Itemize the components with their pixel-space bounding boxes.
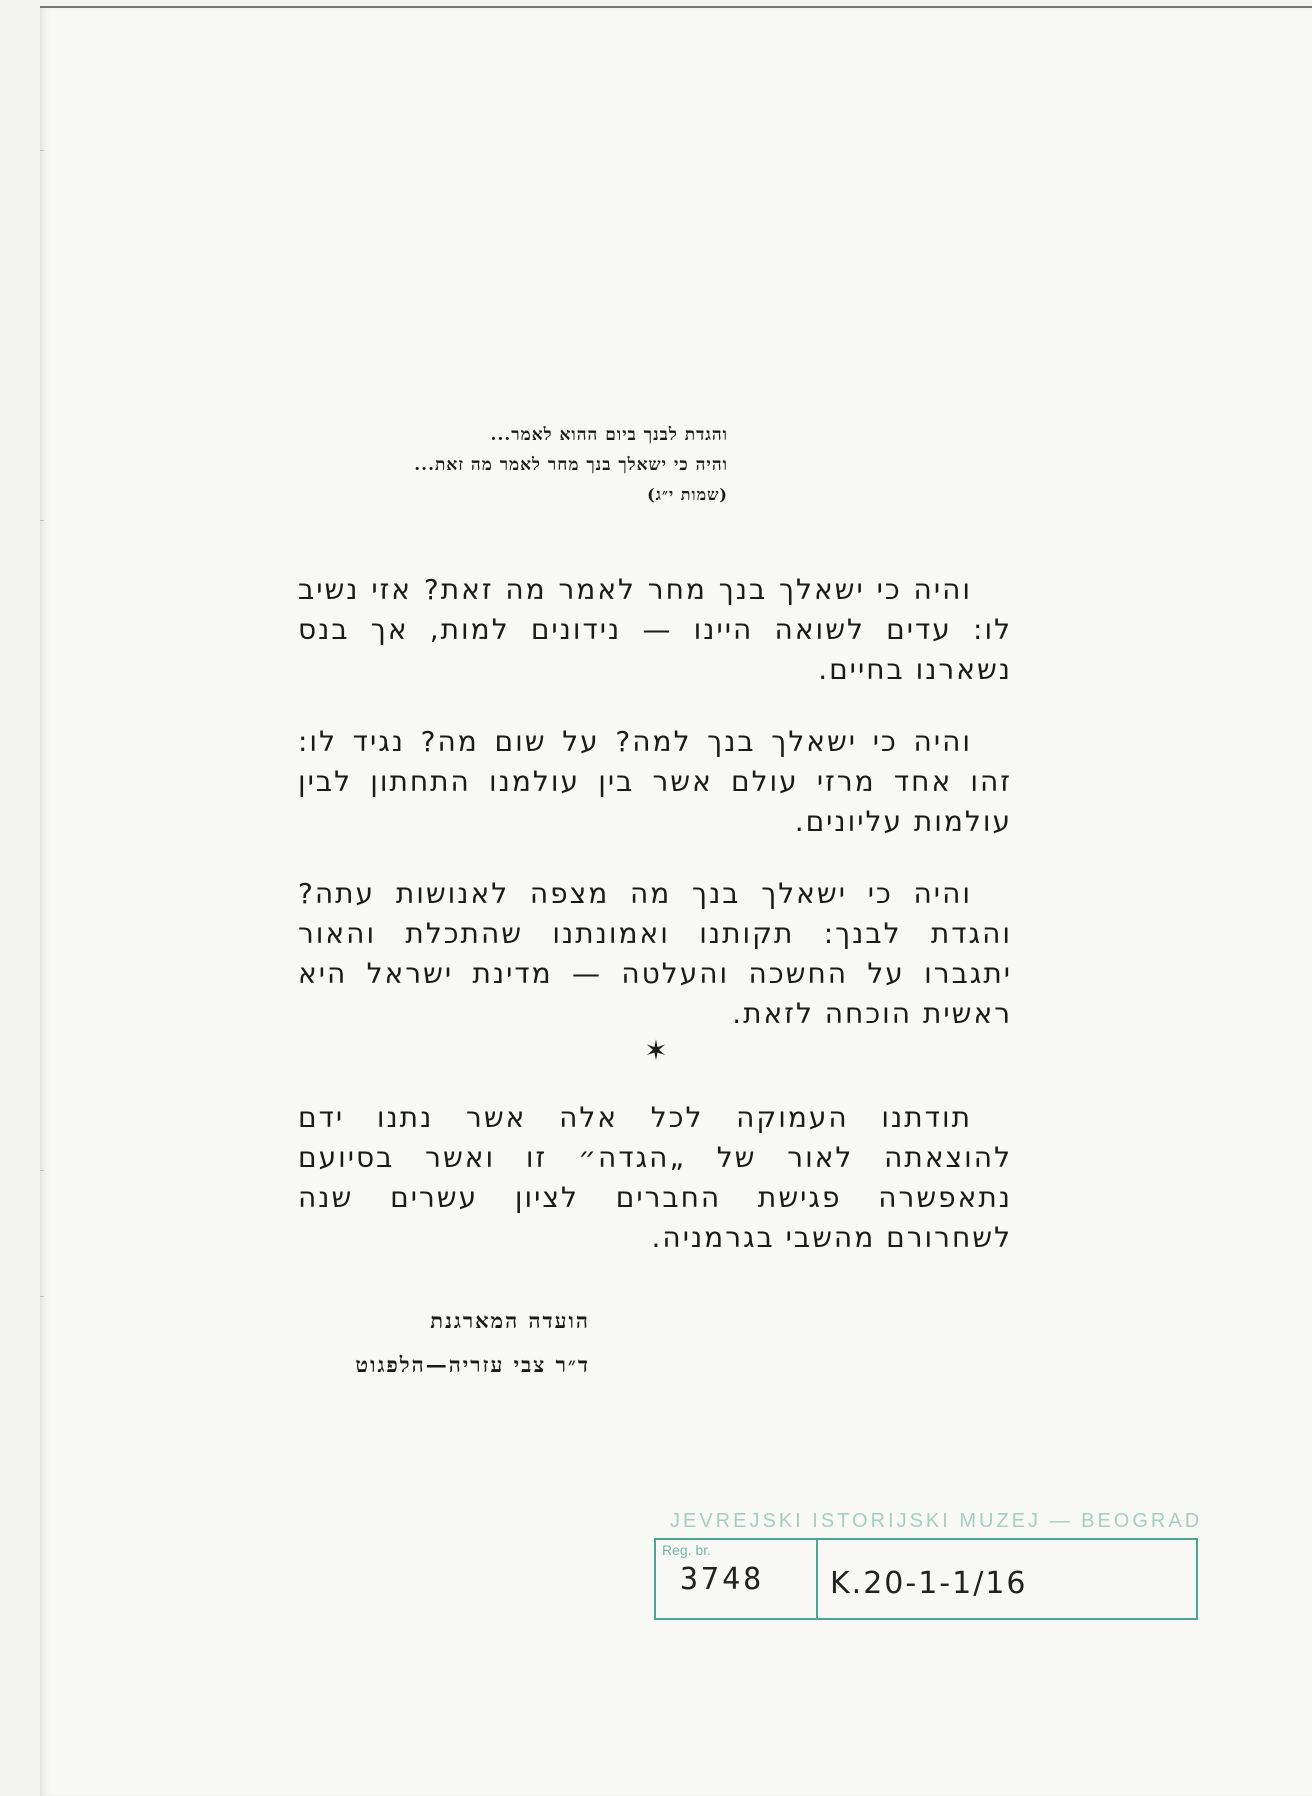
stamp-box [654, 1538, 1198, 1620]
margin-mark [40, 1170, 44, 1171]
stamp-divider [816, 1540, 818, 1618]
star-separator-icon: ✶ [644, 1034, 668, 1067]
epigraph-line-2: והיה כי ישאלך בנך מחר לאמר מה זאת... [414, 455, 728, 475]
body-text [298, 570, 1012, 1066]
paragraph-3: והיה כי ישאלך בנך מה מצפה לאנושות עתה? והגדת לבנך: תקותנו ואמונתנו שהתכלת והאור יתגברו על החשכה והעלטה — מדינת ישראל היא ראשית הוכחה לזאת. [298, 877, 1012, 1030]
thanks-paragraph: תודתנו העמוקה לכל אלה אשר נתנו ידם להוצאתה לאור של „הגדה״ זו ואשר בסיועם נתאפשרה פגישת החברים לציון עשרים שנה לשחרורם מהשבי בגרמניה. [298, 1101, 1012, 1254]
museum-stamp [650, 1510, 1203, 1610]
stamp-signature: K.20-1-1/16 [830, 1566, 1028, 1601]
margin-mark [40, 1296, 44, 1297]
epigraph-line-1: והגדת לבנך ביום ההוא לאמר... [490, 425, 728, 445]
stamp-reg-label: Reg. br. [662, 1542, 712, 1558]
stamp-reg-number: 3748 [680, 1562, 765, 1597]
paragraph-1: והיה כי ישאלך בנך מחר לאמר מה זאת? אזי נשיב לו: עדים לשואה היינו — נידונים למות, אך בנס נשארנו בחיים. [298, 573, 1012, 686]
epigraph [290, 420, 728, 510]
epigraph-source: (שמות י״ג) [647, 485, 728, 504]
margin-mark [40, 520, 44, 521]
signature-committee: הועדה המארגנת [430, 1308, 590, 1333]
signature-name: ד״ר צבי עזריה—הלפגוט [355, 1352, 590, 1377]
paragraph-2: והיה כי ישאלך בנך למה? על שום מה? נגיד לו: זהו אחד מרזי עולם אשר בין עולמנו התחתון לבין עולמות עליונים. [298, 725, 1012, 838]
margin-mark [40, 150, 44, 151]
stamp-header: JEVREJSKI ISTORIJSKI MUZEJ — BEOGRAD [670, 1510, 1203, 1532]
